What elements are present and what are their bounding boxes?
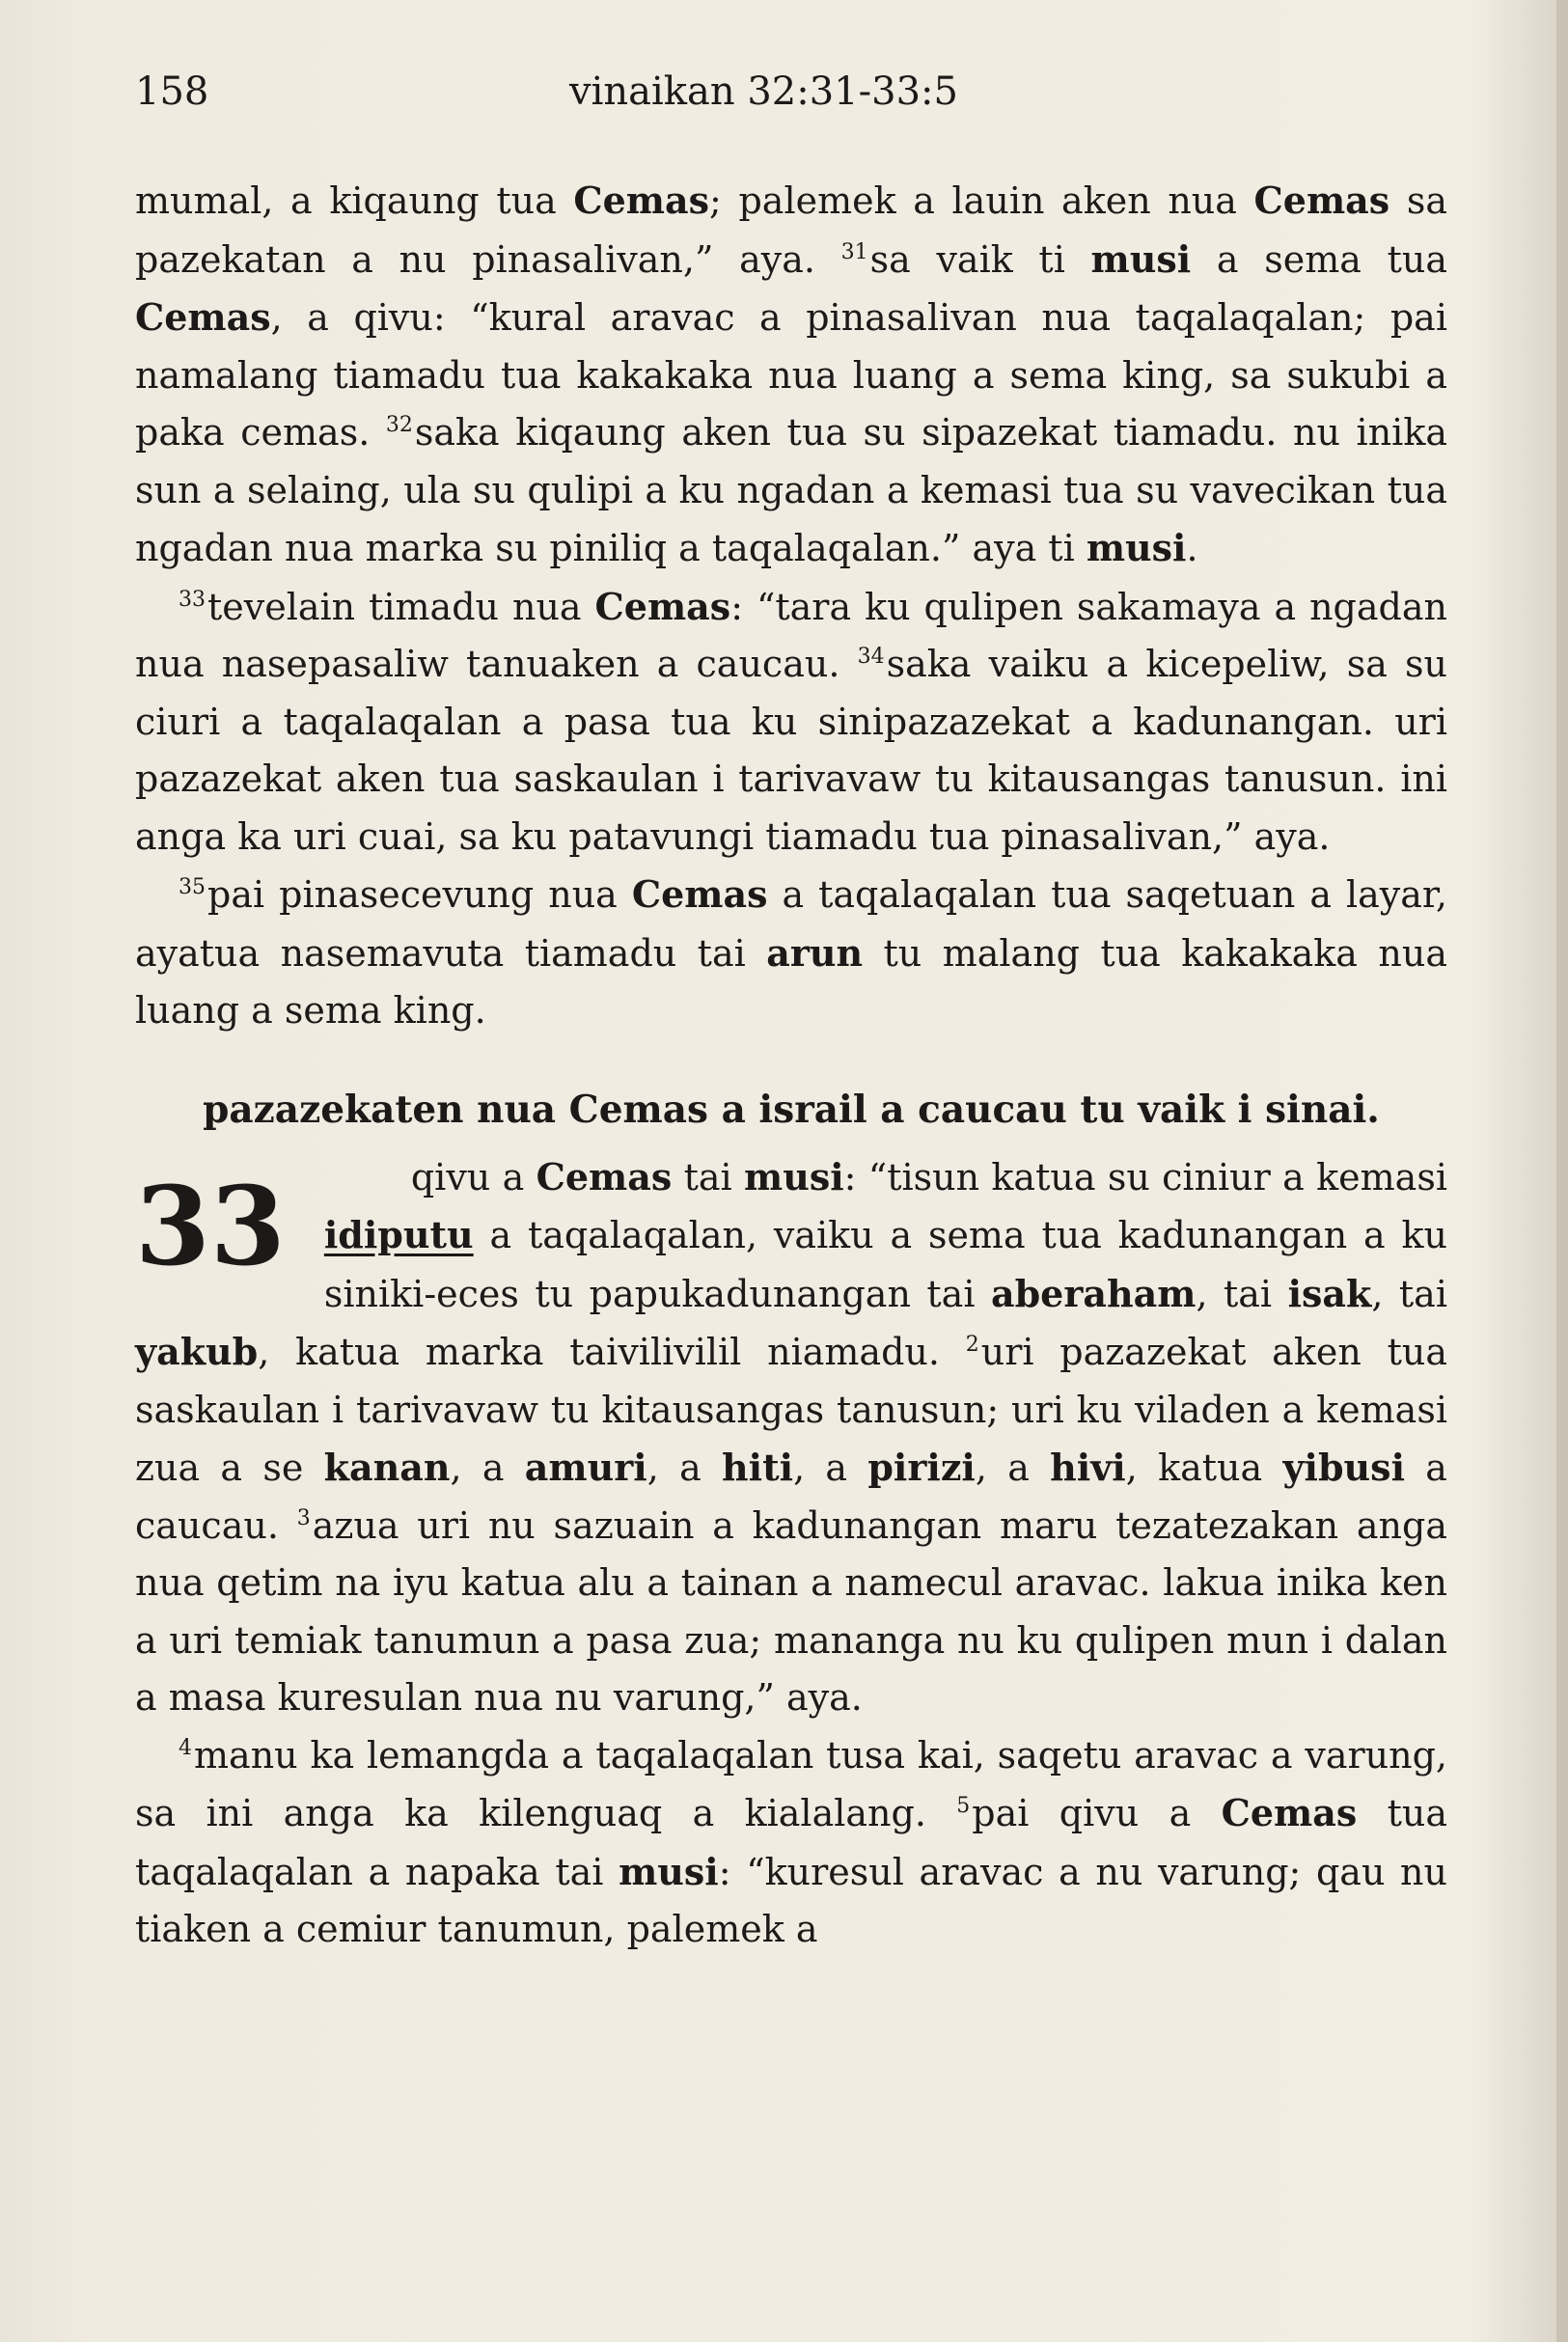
- verse-number: 3: [296, 1505, 311, 1530]
- verse-number: 31: [840, 239, 868, 264]
- verse-number: 34: [857, 645, 885, 669]
- paragraph-32-35: $^{35}$pai pinasecevung nua Cemas a taqalaqalan tua saqetuan a layar, ayatua nasemavuta tiamadu tai arun tu malang tua kakakaka nua luang a sema king.: [135, 872, 1447, 1032]
- page-number: 158: [135, 69, 209, 114]
- section-heading: pazazekaten nua Cemas a israil a caucau tu vaik i sinai.: [203, 1087, 1380, 1132]
- page-edge: [1556, 0, 1568, 2342]
- chapter-number: 33: [135, 1163, 286, 1290]
- paragraph-32-33: $^{33}$tevelain timadu nua Cemas: “tara ku qulipen sakamaya a ngadan nua nasepasaliw tanuaken a caucau. $^{34}$saka vaiku a kicepeliw, sa su ciuri a taqalaqalan a pasa tua ku sinipazazekat a kadunangan. uri pazazekat aken tua saskaulan i tarivavaw tu kitausangas tanusun. ini anga ka uri cuai, sa ku patavungi tiamadu tua pinasalivan,” aya.: [135, 584, 1447, 858]
- paragraph-33-4: $^4$manu ka lemangda a taqalaqalan tusa kai, saqetu aravac a varung, sa ini anga ka kilenguaq a kialalang. $^5$pai qivu a Cemas tua taqalaqalan a napaka tai musi: “kuresul aravac a nu varung; qau nu tiaken a cemiur tanumun, palemek a: [135, 1733, 1448, 1950]
- verse-number: 32: [385, 413, 413, 437]
- verse-number: 33: [179, 587, 206, 612]
- running-header: [135, 69, 1447, 127]
- verse-number: 2: [965, 1333, 979, 1357]
- verse-number: 35: [179, 875, 206, 899]
- paragraph-33-1: 33 qivu a Cemas tai musi: “tisun katua su ciniur a kemasi idiputu a taqalaqalan, vaiku a sema tua kadunangan a ku siniki-eces tu papukadunangan tai aberaham, tai isak, tai yakub, katua marka taivilivilil niamadu. $^2$uri pazazekat aken tua saskaulan i tarivavaw tu kitausangas tanusun; uri ku viladen a kemasi zua a se kanan, a amuri, a hiti, a pirizi, a hivi, katua yibusi a caucau. $^3$azua uri nu sazuain a kadunangan maru tezatezakan anga nua qetim na iyu katua alu a tainan a namecul aravac. lakua inika ken a uri temiak tanumun a pasa zua; mananga nu ku qulipen mun i dalan a masa kuresulan nua nu varung,” aya.: [135, 1154, 1448, 1719]
- body-text: [135, 172, 1447, 1959]
- verse-number: 4: [179, 1735, 192, 1760]
- verse-number: 5: [956, 1794, 971, 1818]
- running-title: vinaikan 32:31-33:5: [569, 69, 958, 114]
- paragraph-32-30: mumal, a kiqaung tua Cemas; palemek a lauin aken nua Cemas sa pazekatan a nu pinasalivan,” aya. $^{31}$sa vaik ti musi a sema tua Cemas, a qivu: “kural aravac a pinasalivan nua taqalaqalan; pai namalang tiamadu tua kakakaka nua luang a sema king, sa sukubi a paka cemas. $^{32}$saka kiqaung aken tua su sipazekat tiamadu. nu inika sun a selaing, ula su qulipi a ku ngadan a kemasi tua su vavecikan tua ngadan nua marka su piniliq a taqalaqalan.” aya ti musi.: [135, 179, 1447, 569]
